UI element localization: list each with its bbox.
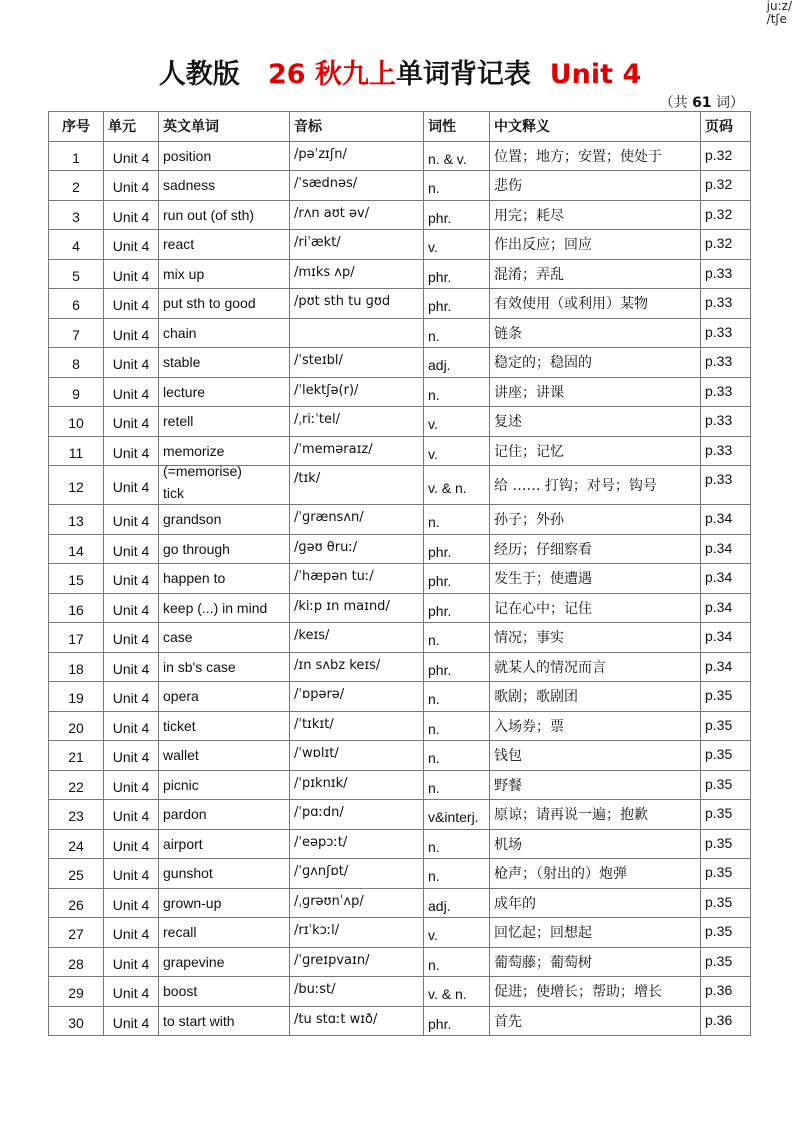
table-row [49,682,751,712]
cell-page: p.35 [701,829,751,859]
cell-pos: n. [424,741,490,771]
title-prefix: 人教版 [158,59,240,90]
cell-word: retell [159,407,290,437]
cell-no: 12 [49,466,104,505]
cell-unit: Unit 4 [104,141,159,171]
cell-ipa: /ˈɡreɪpvaɪn/ [290,947,424,977]
cell-word: boost [159,977,290,1007]
cell-cn: 有效使用（或利用）某物 [490,289,701,319]
cell-no: 30 [49,1006,104,1036]
cell-ipa: /keɪs/ [290,623,424,653]
cell-pos: phr. [424,200,490,230]
cell-word: go through [159,534,290,564]
cell-pos: v. [424,436,490,466]
cell-cn: 机场 [490,829,701,859]
cell-cn: 原谅；请再说一遍；抱歉 [490,800,701,830]
cell-ipa: /kiːp ɪn maɪnd/ [290,593,424,623]
word-count [660,92,744,112]
table-row [49,466,751,505]
cell-cn: 促进；使增长；帮助；增长 [490,977,701,1007]
corner-note-line: ju:z/ [766,0,792,13]
cell-unit: Unit 4 [104,1006,159,1036]
cell-unit: Unit 4 [104,259,159,289]
cell-ipa [290,318,424,348]
table-row [49,741,751,771]
cell-no: 9 [49,377,104,407]
cell-cn: 首先 [490,1006,701,1036]
title-suffix: Unit 4 [549,59,642,90]
cell-no: 19 [49,682,104,712]
cell-pos: phr. [424,1006,490,1036]
table-header-row [49,112,751,142]
header-no: 序号 [49,112,104,142]
cell-no: 13 [49,505,104,535]
cell-unit: Unit 4 [104,770,159,800]
cell-pos: n. & v. [424,141,490,171]
cell-word: mix up [159,259,290,289]
cell-no: 20 [49,711,104,741]
cell-unit: Unit 4 [104,593,159,623]
cell-ipa: /pʊt sth tu ɡʊd [290,289,424,319]
cell-page: p.35 [701,888,751,918]
cell-cn: 记在心中；记住 [490,593,701,623]
word-count-close: 词） [716,95,744,111]
cell-unit: Unit 4 [104,741,159,771]
table-row [49,505,751,535]
cell-ipa: /ˌɡrəʊnˈʌp/ [290,888,424,918]
table-row [49,200,751,230]
cell-unit: Unit 4 [104,436,159,466]
table-row [49,171,751,201]
cell-no: 22 [49,770,104,800]
cell-word: picnic [159,770,290,800]
cell-ipa: /ˈpɪknɪk/ [290,770,424,800]
cell-no: 14 [49,534,104,564]
cell-word: gunshot [159,859,290,889]
cell-cn: 记住；记忆 [490,436,701,466]
table-row [49,711,751,741]
table-row [49,259,751,289]
table-row [49,829,751,859]
cell-cn: 野餐 [490,770,701,800]
cell-ipa: /tɪk/ [290,466,424,505]
cell-unit: Unit 4 [104,200,159,230]
cell-cn: 位置；地方；安置；使处于 [490,141,701,171]
cell-page: p.35 [701,947,751,977]
table-body [49,141,751,1036]
cell-page: p.34 [701,564,751,594]
cell-ipa: /pəˈzɪʃn/ [290,141,424,171]
cell-unit: Unit 4 [104,377,159,407]
cell-pos: n. [424,171,490,201]
cell-ipa: /ˈlektʃə(r)/ [290,377,424,407]
cell-ipa: /ˈpɑːdn/ [290,800,424,830]
cell-cn: 葡萄藤；葡萄树 [490,947,701,977]
cell-page: p.33 [701,318,751,348]
cell-word: memorize [159,436,290,466]
cell-ipa: /ˈhæpən tuː/ [290,564,424,594]
cell-cn: 用完；耗尽 [490,200,701,230]
cell-no: 27 [49,918,104,948]
table-row [49,230,751,260]
cell-ipa: /tu stɑːt wɪð/ [290,1006,424,1036]
table-row [49,377,751,407]
cell-word: lecture [159,377,290,407]
cell-word: airport [159,829,290,859]
cell-no: 17 [49,623,104,653]
cell-pos: phr. [424,652,490,682]
cell-word: position [159,141,290,171]
header-cn: 中文释义 [490,112,701,142]
cell-pos: n. [424,377,490,407]
cell-ipa: /ˈsædnəs/ [290,171,424,201]
cell-cn: 回忆起；回想起 [490,918,701,948]
cell-pos: adj. [424,348,490,378]
cell-cn: 就某人的情况而言 [490,652,701,682]
cell-pos: phr. [424,289,490,319]
header-word: 英文单词 [159,112,290,142]
cell-word: to start with [159,1006,290,1036]
cell-pos: n. [424,623,490,653]
corner-note [767,0,792,26]
cell-pos: v. [424,230,490,260]
cell-page: p.32 [701,200,751,230]
cell-page: p.33 [701,348,751,378]
cell-cn: 入场券；票 [490,711,701,741]
table-row [49,141,751,171]
cell-no: 23 [49,800,104,830]
cell-page: p.35 [701,741,751,771]
cell-ipa: /ˈwɒlɪt/ [290,741,424,771]
cell-no: 24 [49,829,104,859]
cell-word: happen to [159,564,290,594]
table-row [49,859,751,889]
cell-word: recall [159,918,290,948]
cell-cn: 歌剧；歌剧团 [490,682,701,712]
cell-ipa: /ˈɡrænsʌn/ [290,505,424,535]
cell-pos: phr. [424,593,490,623]
cell-unit: Unit 4 [104,977,159,1007]
cell-no: 29 [49,977,104,1007]
title-highlight: 26 秋九上 [267,59,396,90]
cell-unit: Unit 4 [104,171,159,201]
cell-pos: n. [424,770,490,800]
cell-unit: Unit 4 [104,466,159,505]
cell-no: 16 [49,593,104,623]
table-row [49,652,751,682]
word-count-number: 61 [692,95,712,111]
header-ipa: 音标 [290,112,424,142]
cell-word: grandson [159,505,290,535]
cell-unit: Unit 4 [104,888,159,918]
cell-page: p.32 [701,171,751,201]
table-row [49,623,751,653]
title-middle: 单词背记表 [395,59,531,90]
cell-unit: Unit 4 [104,534,159,564]
cell-page: p.32 [701,141,751,171]
cell-word: wallet [159,741,290,771]
table-row [49,977,751,1007]
cell-ipa: /ˈɡʌnʃɒt/ [290,859,424,889]
cell-ipa: /rɪˈkɔːl/ [290,918,424,948]
cell-page: p.35 [701,800,751,830]
cell-word: sadness [159,171,290,201]
cell-unit: Unit 4 [104,230,159,260]
cell-cn: 情况；事实 [490,623,701,653]
cell-unit: Unit 4 [104,829,159,859]
cell-pos: v. [424,918,490,948]
header-unit: 单元 [104,112,159,142]
cell-cn: 悲伤 [490,171,701,201]
cell-ipa: /ˈsteɪbl/ [290,348,424,378]
cell-unit: Unit 4 [104,800,159,830]
cell-ipa: /riˈækt/ [290,230,424,260]
cell-no: 28 [49,947,104,977]
cell-page: p.34 [701,652,751,682]
cell-word: put sth to good [159,289,290,319]
cell-cn: 钱包 [490,741,701,771]
cell-word: pardon [159,800,290,830]
table-row [49,534,751,564]
cell-cn: 链条 [490,318,701,348]
cell-no: 11 [49,436,104,466]
vocab-table [48,111,751,1036]
cell-unit: Unit 4 [104,505,159,535]
cell-pos: n. [424,859,490,889]
table-row [49,800,751,830]
cell-page: p.35 [701,711,751,741]
cell-pos: adj. [424,888,490,918]
cell-cn: 孙子；外孙 [490,505,701,535]
cell-no: 5 [49,259,104,289]
cell-word: case [159,623,290,653]
cell-unit: Unit 4 [104,859,159,889]
cell-page: p.34 [701,505,751,535]
cell-pos: v. [424,407,490,437]
cell-word: run out (of sth) [159,200,290,230]
cell-no: 15 [49,564,104,594]
cell-page: p.34 [701,534,751,564]
cell-page: p.33 [701,407,751,437]
cell-unit: Unit 4 [104,652,159,682]
cell-page: p.35 [701,682,751,712]
cell-page: p.35 [701,770,751,800]
cell-unit: Unit 4 [104,289,159,319]
cell-unit: Unit 4 [104,711,159,741]
cell-cn: 枪声；（射出的）炮弹 [490,859,701,889]
table-row [49,770,751,800]
cell-no: 2 [49,171,104,201]
cell-ipa: /ˈɒpərə/ [290,682,424,712]
cell-cn: 复述 [490,407,701,437]
cell-pos: n. [424,711,490,741]
corner-note-line: /tʃe [766,12,787,26]
table-row [49,1006,751,1036]
table-row [49,289,751,319]
cell-unit: Unit 4 [104,318,159,348]
cell-page: p.35 [701,859,751,889]
cell-word: in sb's case [159,652,290,682]
cell-page: p.34 [701,593,751,623]
cell-pos: n. [424,505,490,535]
cell-no: 6 [49,289,104,319]
cell-word: chain [159,318,290,348]
cell-pos: n. [424,682,490,712]
cell-ipa: /ˈmeməraɪz/ [290,436,424,466]
cell-no: 8 [49,348,104,378]
cell-pos: n. [424,318,490,348]
table-row [49,348,751,378]
cell-ipa: /mɪks ʌp/ [290,259,424,289]
cell-cn: 稳定的；稳固的 [490,348,701,378]
table-row [49,593,751,623]
cell-unit: Unit 4 [104,682,159,712]
cell-page: p.33 [701,289,751,319]
cell-page: p.36 [701,1006,751,1036]
cell-unit: Unit 4 [104,564,159,594]
cell-no: 1 [49,141,104,171]
cell-cn: 给 …… 打钩；对号；钩号 [490,466,701,505]
cell-ipa: /ˈtɪkɪt/ [290,711,424,741]
cell-pos: n. [424,947,490,977]
cell-cn: 成年的 [490,888,701,918]
cell-unit: Unit 4 [104,947,159,977]
cell-no: 26 [49,888,104,918]
cell-page: p.33 [701,436,751,466]
table-row [49,918,751,948]
cell-unit: Unit 4 [104,407,159,437]
cell-pos: phr. [424,534,490,564]
cell-unit: Unit 4 [104,918,159,948]
table-row [49,407,751,437]
table-row [49,318,751,348]
cell-page: p.32 [701,230,751,260]
cell-pos: v. & n. [424,977,490,1007]
cell-ipa: /buːst/ [290,977,424,1007]
cell-unit: Unit 4 [104,348,159,378]
cell-word: grapevine [159,947,290,977]
cell-ipa: /ˌriːˈtel/ [290,407,424,437]
cell-ipa: /rʌn aʊt əv/ [290,200,424,230]
cell-pos: phr. [424,259,490,289]
cell-word-text: (=memorise) tick [163,463,242,501]
cell-pos: phr. [424,564,490,594]
cell-page: p.33 [701,259,751,289]
cell-unit: Unit 4 [104,623,159,653]
cell-word: react [159,230,290,260]
cell-word: grown-up [159,888,290,918]
header-page: 页码 [701,112,751,142]
word-count-open: （共 [659,95,688,111]
cell-ipa: /ɪn sʌbz keɪs/ [290,652,424,682]
cell-ipa: /ˈeəpɔːt/ [290,829,424,859]
cell-no: 25 [49,859,104,889]
table-row [49,888,751,918]
cell-word [159,463,290,505]
cell-ipa: /ɡəʊ θruː/ [290,534,424,564]
cell-no: 4 [49,230,104,260]
cell-no: 3 [49,200,104,230]
cell-word: opera [159,682,290,712]
cell-word: stable [159,348,290,378]
cell-pos: v&interj. [424,800,490,830]
table-row [49,947,751,977]
cell-pos: v. & n. [424,466,490,505]
cell-no: 21 [49,741,104,771]
header-pos: 词性 [424,112,490,142]
cell-page: p.33 [701,466,751,505]
cell-no: 7 [49,318,104,348]
cell-cn: 发生于；使遭遇 [490,564,701,594]
cell-cn: 经历；仔细察看 [490,534,701,564]
cell-cn: 讲座；讲课 [490,377,701,407]
table-row [49,564,751,594]
cell-no: 10 [49,407,104,437]
cell-word: ticket [159,711,290,741]
cell-no: 18 [49,652,104,682]
table-row [49,436,751,466]
cell-pos: n. [424,829,490,859]
cell-page: p.35 [701,918,751,948]
cell-page: p.34 [701,623,751,653]
cell-cn: 作出反应；回应 [490,230,701,260]
page-title [0,52,800,91]
cell-word: keep (...) in mind [159,593,290,623]
cell-page: p.36 [701,977,751,1007]
cell-cn: 混淆；弄乱 [490,259,701,289]
cell-page: p.33 [701,377,751,407]
